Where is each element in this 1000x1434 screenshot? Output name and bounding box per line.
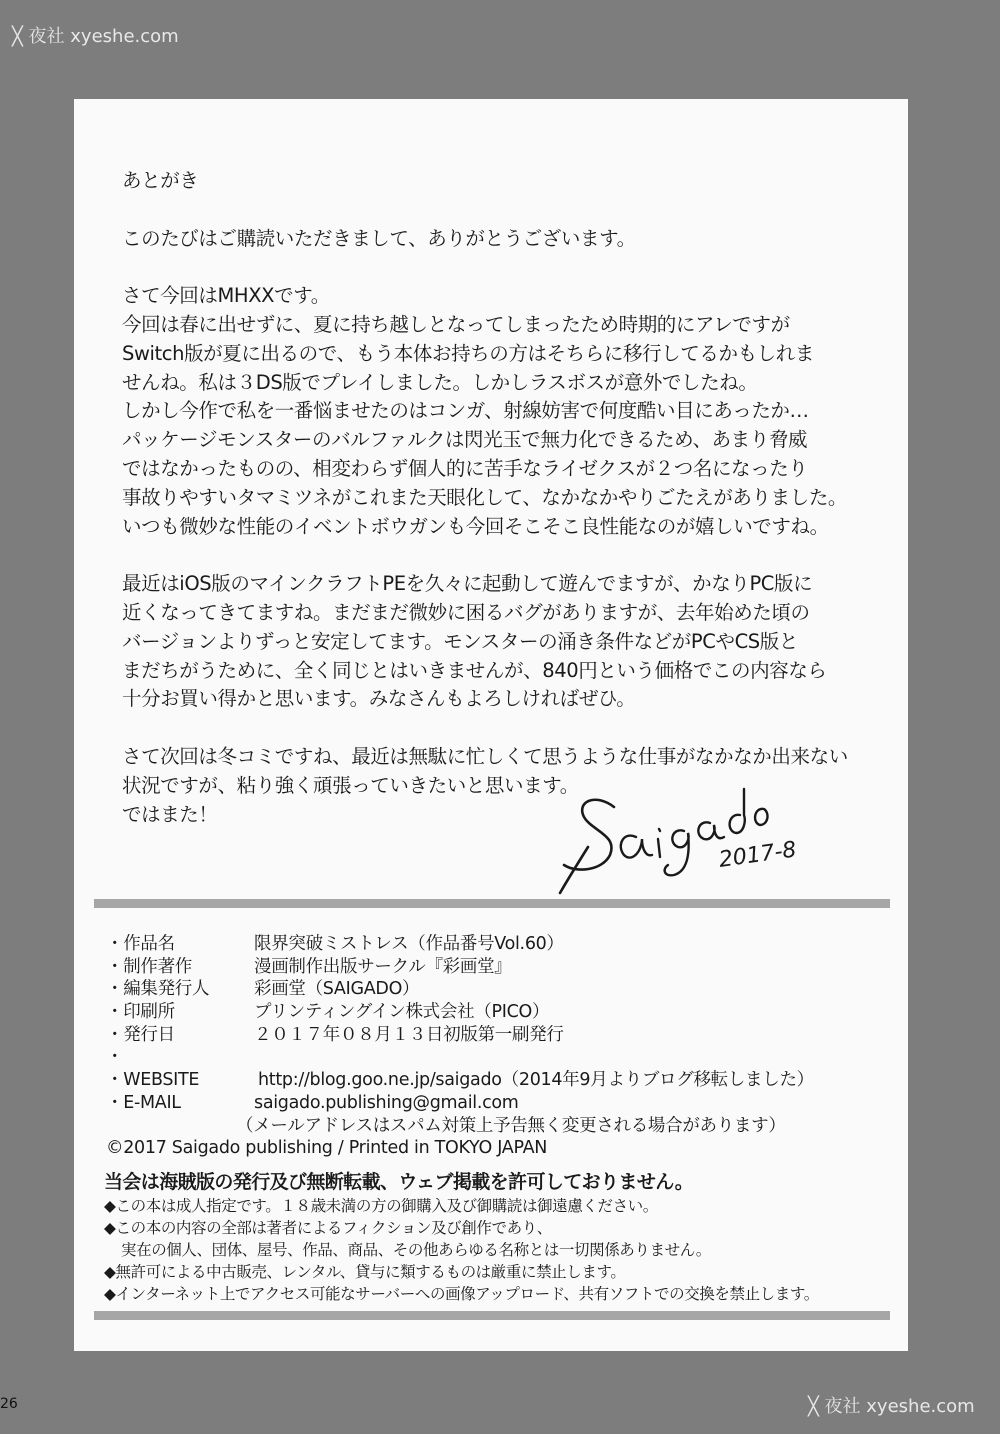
afterword-line: Switch版が夏に出るので、もう本体お持ちの方はそちらに移行してるかもしれま: [122, 341, 814, 365]
blank-label: ・: [106, 1047, 124, 1068]
colophon-row-printer: [106, 1001, 896, 1024]
warning-item: ◆この本は成人指定です。１８歳未満の方の御購入及び御購読は御遠慮ください。: [104, 1197, 658, 1215]
copyright: ©2017 Saigado publishing / Printed in TOKYO JAPAN: [106, 1138, 548, 1159]
email-label: ・E-MAIL: [106, 1092, 181, 1113]
afterword-section: [122, 167, 892, 829]
afterword-line: バージョンよりずっと安定してます。モンスターの涌き条件などがPCやCS版と: [122, 629, 798, 653]
afterword-heading: あとがき: [122, 169, 199, 192]
colophon: [106, 933, 896, 1160]
colophon-row-author: [106, 956, 896, 979]
signature-stroke-d: [730, 789, 745, 833]
paragraph-gap: [122, 541, 892, 570]
printer-value: プリンティングイン株式会社（PICO）: [254, 1002, 550, 1023]
signature-stroke-o: [755, 809, 767, 825]
afterword-line: 状況ですが、粘り強く頑張っていきたいと思います。: [122, 773, 579, 797]
colophon-row-email: [106, 1092, 896, 1115]
watermark-bottom: ╳ 夜社 xyeshe.com: [808, 1396, 975, 1417]
paragraph-gap: [122, 196, 892, 225]
warning-item: ◆この本の内容の全部は著者によるフィクション及び創作であり、: [104, 1219, 552, 1237]
colophon-row-blank: [106, 1046, 896, 1069]
afterword-line: 十分お買い得かと思います。みなさんもよろしければぜひ。: [122, 687, 636, 711]
afterword-line: 最近はiOS版のマインクラフトPEを久々に起動して遊んでますが、かなりPC版に: [122, 572, 813, 596]
printer-label: ・印刷所: [106, 1002, 175, 1023]
divider-bottom: [94, 1311, 890, 1320]
handwritten-signature: [554, 775, 854, 905]
afterword-line: 事故りやすいタマミツネがこれまた天眼化して、なかなかやりごたえがありました。: [122, 485, 848, 509]
afterword-line: さて次回は冬コミですね、最近は無駄に忙しくて思うような仕事がなかなか出来ない: [122, 744, 848, 768]
signature-stroke-i: [658, 829, 660, 857]
colophon-row-editor: [106, 978, 896, 1001]
warnings: [104, 1169, 894, 1305]
paragraph-gap: [122, 253, 892, 282]
warning-item: ◆インターネット上でアクセス可能なサーバーへの画像アップロード、共有ソフトでの交換を禁止します。: [104, 1285, 819, 1303]
signature-stroke-a2: [698, 822, 724, 839]
email-note: （メールアドレスはスパム対策上予告無く変更される場合があります）: [236, 1115, 786, 1136]
colophon-row-copyright: [106, 1137, 896, 1160]
colophon-row-title: [106, 933, 896, 956]
afterword-line: 近くなってきてますね。まだまだ微妙に困るバグがありますが、去年始めた頃の: [122, 600, 810, 624]
colophon-row-date: [106, 1024, 896, 1047]
afterword-line: いつも微妙な性能のイベントボウガンも今回そこそこ良性能なのが嬉しいですね。: [122, 514, 829, 538]
signature-date: 2017-8: [717, 837, 799, 873]
afterword-line: このたびはご購読いただきまして、ありがとうございます。: [122, 226, 636, 250]
afterword-line: 今回は春に出せずに、夏に持ち越しとなってしまったため時期的にアレですが: [122, 312, 790, 336]
signature-stroke-g: [665, 830, 689, 875]
editor-label: ・編集発行人: [106, 979, 210, 1000]
afterword-line: まだちがうために、全く同じとはいきませんが、840円という価格でこの内容なら: [122, 658, 827, 682]
afterword-line: パッケージモンスターのバルファルクは閃光玉で無力化できるため、あまり脅威: [122, 428, 808, 452]
afterword-line: ではまた！: [122, 802, 218, 826]
warning-item: 実在の個人、団体、屋号、作品、商品、その他あらゆる名称とは一切関係ありません。: [121, 1241, 711, 1259]
website-link[interactable]: http://blog.goo.ne.jp/saigado（2014年9月よりブログ移転しました）: [258, 1070, 814, 1091]
document-page: [74, 99, 908, 1351]
afterword-line: さて今回はMHXXです。: [122, 284, 330, 308]
title-label: ・作品名: [106, 934, 175, 954]
website-label: ・WEBSITE: [106, 1070, 200, 1091]
warning-item: ◆無許可による中古販売、レンタル、貸与に類するものは厳重に禁止します。: [104, 1263, 626, 1281]
paragraph-gap: [122, 714, 892, 743]
editor-value: 彩画堂（SAIGADO）: [254, 979, 420, 1000]
title-value: 限界突破ミストレス（作品番号Vol.60）: [254, 934, 564, 954]
piracy-notice: 当会は海賊版の発行及び無断転載、ウェブ掲載を許可しておりません。: [104, 1171, 694, 1193]
email-link[interactable]: saigado.publishing@gmail.com: [254, 1092, 519, 1113]
colophon-row-website: [106, 1069, 896, 1092]
author-value: 漫画制作出版サークル『彩画堂』: [254, 956, 512, 977]
afterword-line: しかし今作で私を一番悩ませたのはコンガ、射線妨害で何度酷い目にあったか…: [122, 399, 809, 423]
page-number: 26: [0, 1396, 18, 1412]
signature-stroke-s: [560, 800, 614, 893]
date-label: ・発行日: [106, 1024, 175, 1045]
divider-top: [94, 899, 890, 908]
afterword-line: ではなかったものの、相変わらず個人的に苦手なライゼクスが２つ名になったり: [122, 456, 808, 480]
colophon-row-email-note: [106, 1115, 896, 1138]
date-value: ２０１７年０８月１３日初版第一刷発行: [254, 1024, 564, 1045]
watermark-top: ╳ 夜社 xyeshe.com: [12, 26, 179, 47]
afterword-line: せんね。私は３DS版でプレイしました。しかしラスボスが意外でしたね。: [122, 370, 758, 394]
author-label: ・制作著作: [106, 956, 192, 977]
signature-stroke-a: [621, 836, 652, 858]
